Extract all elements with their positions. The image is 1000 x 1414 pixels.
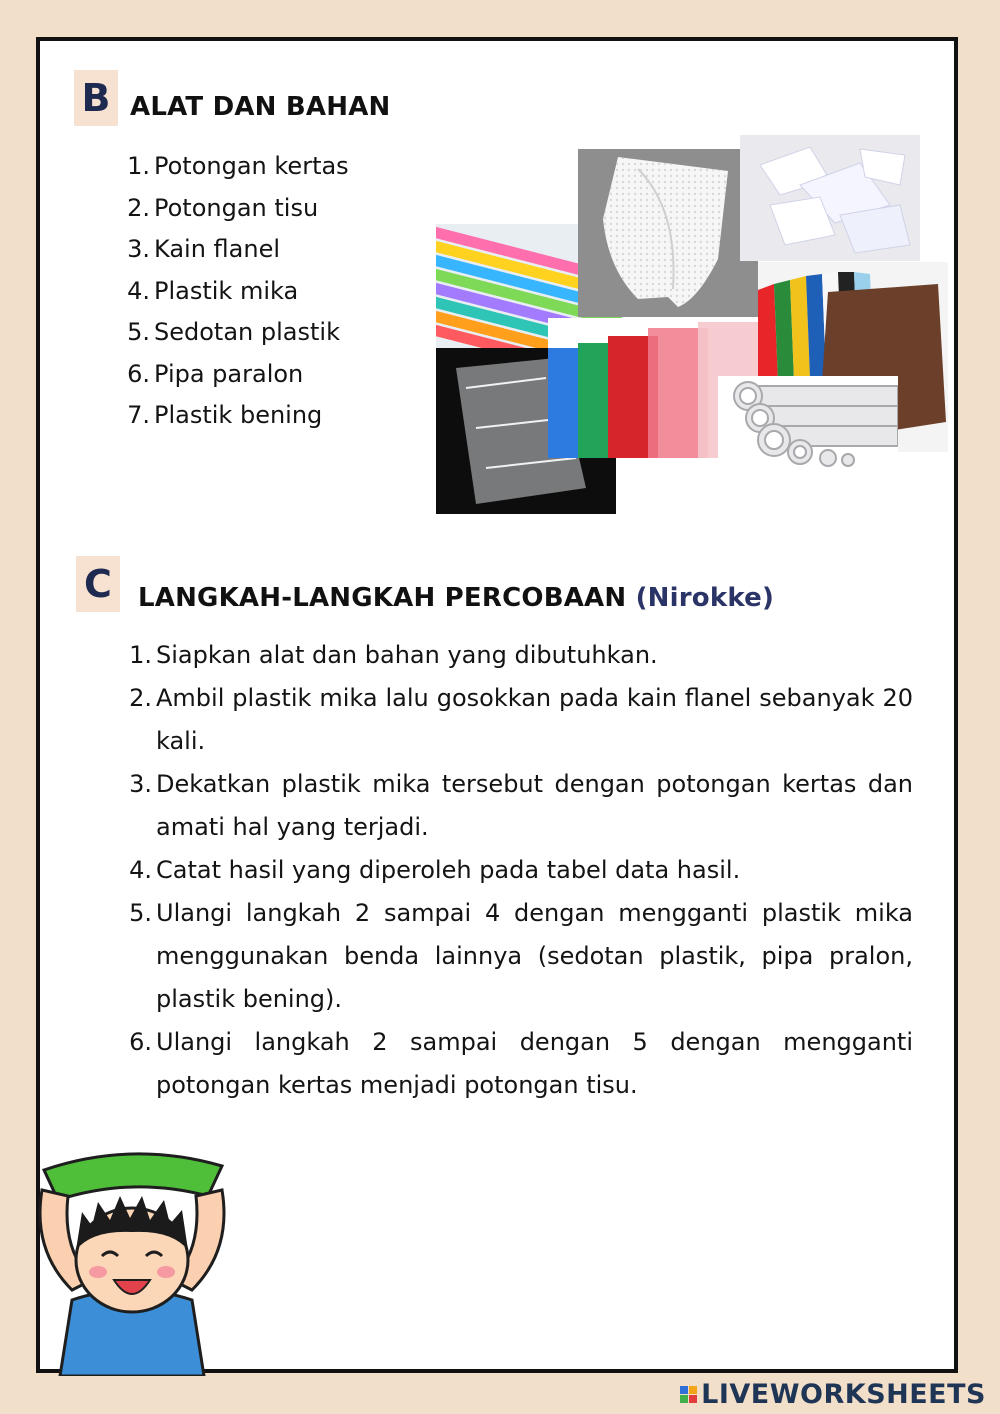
list-item: 6. Pipa paralon xyxy=(127,359,304,388)
list-item: 5. Ulangi langkah 2 sampai 4 dengan mengganti plastik mika menggunakan benda lainnya (sedotan plastik, pipa pralon, plastik bening). xyxy=(129,899,913,1013)
watermark-text: LIVEWORKSHEETS xyxy=(701,1379,986,1410)
liveworksheets-watermark[interactable] xyxy=(680,1379,986,1410)
liveworksheets-logo-icon xyxy=(680,1386,697,1403)
section-c-title xyxy=(138,583,774,613)
list-item: 1. Siapkan alat dan bahan yang dibutuhkan. xyxy=(129,641,658,669)
section-c-badge: C xyxy=(76,556,120,612)
list-item: 4. Catat hasil yang diperoleh pada tabel data hasil. xyxy=(129,856,741,884)
list-item: 6. Ulangi langkah 2 sampai dengan 5 dengan mengganti potongan kertas menjadi potongan tisu. xyxy=(129,1028,913,1099)
list-item: 1. Potongan kertas xyxy=(127,152,349,180)
list-item: 4. Plastik mika xyxy=(127,276,299,305)
boy-illustration xyxy=(32,1140,232,1376)
pvc-pipes-photo xyxy=(718,376,898,468)
list-item: 2. Potongan tisu xyxy=(127,193,319,222)
section-b-title: ALAT DAN BAHAN xyxy=(130,92,391,122)
tools-list xyxy=(124,151,349,442)
list-item: 3. Kain flanel xyxy=(127,235,280,263)
author-name: (Nirokke) xyxy=(635,583,775,613)
paper-scraps-photo xyxy=(740,135,920,261)
section-b-badge: B xyxy=(74,70,118,126)
steps-list xyxy=(120,634,913,1107)
section-c-title-text: LANGKAH-LANGKAH PERCOBAAN xyxy=(138,583,627,613)
list-item: 3. Dekatkan plastik mika tersebut dengan potongan kertas dan amati hal yang terjadi. xyxy=(129,770,913,841)
list-item: 7. Plastik bening xyxy=(127,401,323,429)
tissue-photo xyxy=(578,149,758,317)
list-item: 2. Ambil plastik mika lalu gosokkan pada kain flanel sebanyak 20 kali. xyxy=(129,684,913,755)
list-item: 5. Sedotan plastik xyxy=(127,318,340,346)
